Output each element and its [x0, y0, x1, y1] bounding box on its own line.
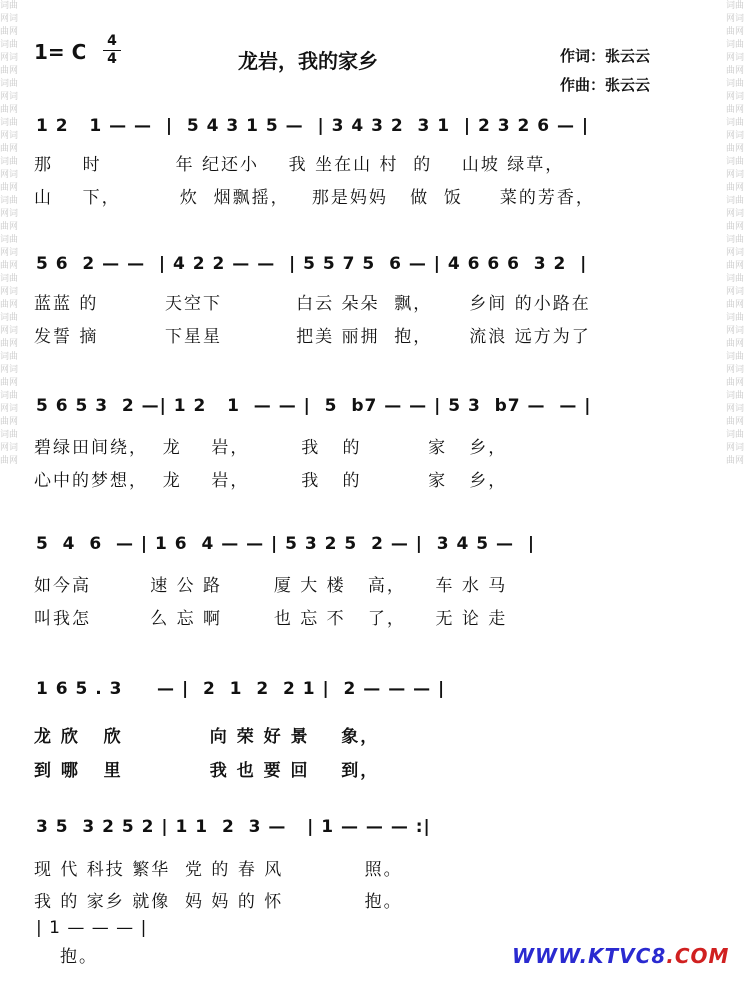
- lyric-line-1a: 那 时 年 纪还小 我 坐在山 村 的 山坡 绿草，: [34, 155, 565, 175]
- score-line-4: 5 4 6 — | 1 6 4 — — | 5 3 2 5 2 — | 3 4 5 — |: [36, 534, 536, 554]
- watermark-right: 词曲网词曲网词曲网词曲网词曲网词曲网词曲网词曲网词曲网词曲网词曲网词曲网词曲网词曲网词曲网词曲网词曲网词曲网词曲网词曲网词曲网词曲网词曲网词曲网: [726, 1, 744, 466]
- meter-bottom: 4: [107, 51, 117, 67]
- score-line-6: 3 5 3 2 5 2 | 1 1 2 3 — | 1 — — — :|: [36, 817, 431, 837]
- score-line-3: 5 6 5 3 2 —| 1 2 1 — — | 5 b7 — — | 5 3 b7 — — |: [36, 396, 592, 416]
- meter-top: 4: [107, 33, 117, 49]
- key-signature: 1= C: [34, 40, 87, 64]
- lyric-line-6b: 我 的 家乡 就像 妈 妈 的 怀 抱。: [34, 892, 403, 912]
- score-line-1: 1 2 1 — — | 5 4 3 1 5 — | 3 4 3 2 3 1 | 2 3 2 6 — |: [36, 116, 590, 136]
- lyric-line-6a: 现 代 科技 繁华 党 的 春 风 照。: [34, 860, 403, 880]
- lyric-line-2b: 发誓 摘 下星星 把美 丽拥 抱， 流浪 远方为了: [34, 327, 591, 347]
- watermark-left: 词曲网词曲网词曲网词曲网词曲网词曲网词曲网词曲网词曲网词曲网词曲网词曲网词曲网词曲网词曲网词曲网词曲网词曲网词曲网词曲网词曲网词曲网词曲网词曲网: [0, 1, 18, 466]
- lyric-line-3b: 心中的梦想， 龙 岩， 我 的 家 乡，: [34, 471, 508, 491]
- score-line-5: 1 6 5 . 3 — | 2 1 2 2 1 | 2 — — — |: [36, 679, 446, 699]
- lyric-line-5b: 到 哪 里 我 也 要 回 到，: [34, 761, 380, 781]
- composer-credit: 作曲：张云云: [560, 76, 651, 94]
- lyric-line-7: 抱。: [60, 947, 98, 967]
- site-main: WWW.KTVC8: [512, 944, 667, 968]
- song-title: 龙岩，我的家乡: [238, 49, 378, 73]
- score-line-2: 5 6 2 — — | 4 2 2 — — | 5 5 7 5 6 — | 4 6 6 6 3 2 |: [36, 254, 588, 274]
- site-suffix: .COM: [666, 944, 730, 968]
- site-watermark: [512, 944, 729, 968]
- lyric-line-5a: 龙 欣 欣 向 荣 好 景 象，: [34, 727, 380, 747]
- lyric-line-4b: 叫我怎 么 忘 啊 也 忘 不 了， 无 论 走: [34, 609, 508, 629]
- score-line-7: | 1 — — — |: [36, 918, 148, 938]
- lyric-line-1b: 山 下， 炊 烟飘摇， 那是妈妈 做 饭 菜的芳香，: [34, 188, 595, 208]
- time-signature: [103, 34, 121, 67]
- lyric-line-3a: 碧绿田间绕， 龙 岩， 我 的 家 乡，: [34, 438, 508, 458]
- lyricist-credit: 作词：张云云: [560, 47, 651, 65]
- lyric-line-2a: 蓝蓝 的 天空下 白云 朵朵 飘， 乡间 的小路在: [34, 294, 591, 314]
- lyric-line-4a: 如今高 速 公 路 厦 大 楼 高， 车 水 马: [34, 576, 508, 596]
